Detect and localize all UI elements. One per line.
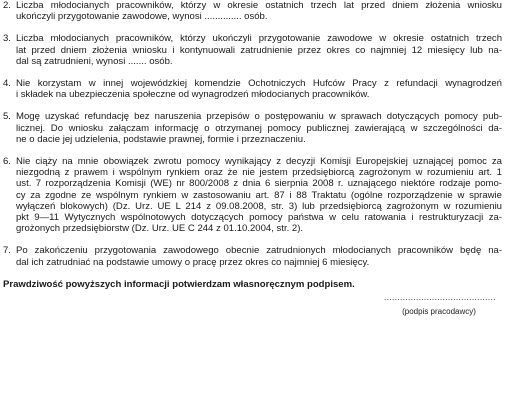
- item-text: [16, 33, 502, 67]
- item-text-line: niezgodną z prawem i wspólnym rynkiem oraz że nie jestem przedsiębiorcą zagrożonym w rozumieniu art. 1: [16, 167, 502, 179]
- signature-block: [384, 292, 494, 317]
- item-number: 6.: [3, 156, 11, 168]
- item-text-line: cy za zgodne ze wspólnym rynkiem w zastosowaniu art. 87 i 88 Traktatu (ogólne rozporządzenie w sprawie: [16, 189, 502, 201]
- signature-line: ..........................................: [384, 292, 496, 302]
- item-text-line: i składek na ubezpieczenia społeczne od wynagrodzeń młodocianych pracowników.: [16, 89, 370, 101]
- item-text-line: licznej. Do wniosku załączam informację o otrzymanej pomocy publicznej zawierającą w szczególności da-: [16, 122, 502, 134]
- declaration-item: [3, 111, 502, 145]
- item-text-line: lat przed dniem złożenia wniosku i kontynuowali zatrudnienie przez okres co najmniej 12 miesięcy lub na-: [16, 44, 502, 56]
- declaration-item: [3, 33, 502, 67]
- item-number: 2.: [3, 0, 11, 11]
- item-text-line: Mogę uzyskać refundację bez naruszenia przepisów o postępowaniu w sprawach dotyczących pomocy pub-: [16, 111, 502, 123]
- declaration-list: [3, 0, 502, 268]
- item-text-line: wyłączeń blokowych) (Dz. Urz. UE L 214 z 09.08.2008, str. 3) lub przedsiębiorcą zagrożonym w rozumieniu: [16, 200, 502, 212]
- item-text-line: dal są zatrudnieni, wynosi ....... osób.: [16, 55, 173, 67]
- declaration-item: [3, 156, 502, 234]
- item-text-line: ukończyli przygotowanie zawodowe, wynosi .............. osób.: [16, 11, 268, 23]
- item-text-line: grożonych przedsiębiorstw (Dz. Urz. UE C 244 z 01.10.2004, str. 2).: [16, 223, 304, 235]
- item-text-line: Nie korzystam w innej wojewódzkiej komendzie Ochotniczych Hufców Pracy z refundacji wynagrodzeń: [16, 78, 502, 90]
- item-text-line: Liczba młodocianych pracowników, którzy w okresie ostatnich trzech lat przed dniem złożenia wniosku: [16, 0, 502, 11]
- item-text: [16, 245, 502, 267]
- item-number: 7.: [3, 245, 11, 257]
- item-number: 4.: [3, 78, 11, 90]
- declaration-item: [3, 245, 502, 267]
- item-text: [16, 0, 502, 22]
- item-text: [16, 111, 502, 145]
- item-text: [16, 78, 502, 100]
- item-text: [16, 156, 502, 234]
- item-number: 5.: [3, 111, 11, 123]
- signature-caption: (podpis pracodawcy): [402, 307, 476, 316]
- item-text-line: Liczba młodocianych pracowników, którzy ukończyli przygotowanie zawodowe w okresie ostatnich trzech: [16, 33, 502, 45]
- item-text-line: pkt 9—11 Wytycznych wspólnotowych dotyczących pomocy państwa w celu ratowania i restrukturyzacji za-: [16, 212, 502, 224]
- item-text-line: Po zakończeniu przygotowania zawodowego obecnie zatrudnionych młodocianych pracowników będę na-: [16, 245, 502, 257]
- item-text-line: Nie ciąży na mnie obowiązek zwrotu pomocy wynikający z decyzji Komisji Europejskiej uznającej pomoc za: [16, 156, 502, 168]
- declaration-item: [3, 0, 502, 22]
- confirmation-statement: Prawdziwość powyższych informacji potwierdzam własnoręcznym podpisem.: [3, 278, 355, 290]
- item-text-line: ust. 7 rozporządzenia Komisji (WE) nr 800/2008 z dnia 6 sierpnia 2008 r. uznającego niektóre rodzaje pomo-: [16, 178, 502, 190]
- item-number: 3.: [3, 33, 11, 45]
- item-text-line: dal ich zatrudniać na podstawie umowy o pracę przez okres co najmniej 6 miesięcy.: [16, 256, 370, 268]
- item-text-line: ne o dacie jej udzielenia, podstawie prawnej, formie i przeznaczeniu.: [16, 133, 306, 145]
- declaration-item: [3, 78, 502, 100]
